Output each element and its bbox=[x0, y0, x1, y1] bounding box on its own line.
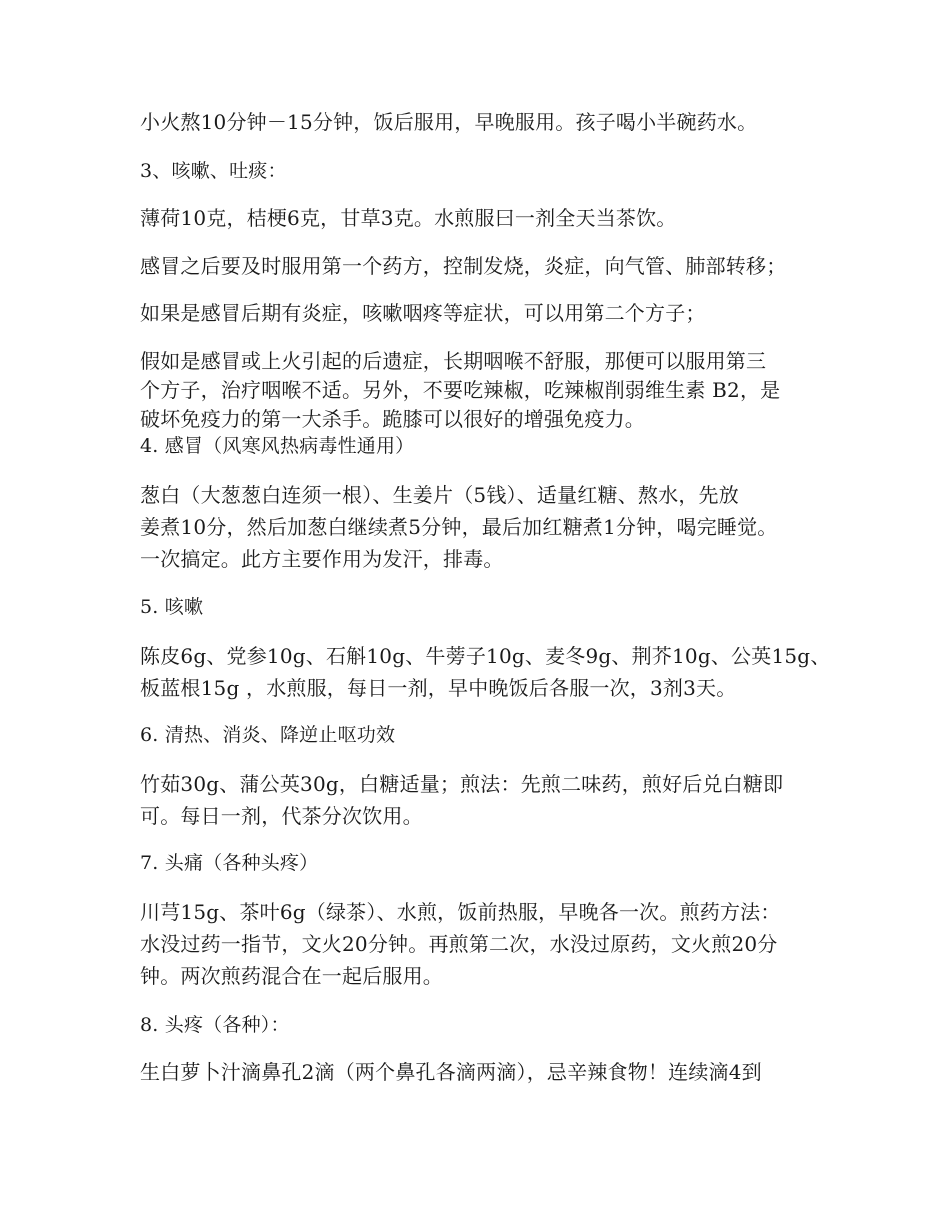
text-line: 竹茹30g、蒲公英30g，白糖适量；煎法：先煎二味药，煎好后兑白糖即 bbox=[140, 772, 784, 796]
text-line: 薄荷10克，桔梗6克，甘草3克。水煎服曰一剂全天当茶饮。 bbox=[140, 206, 677, 230]
section-heading: 4. 感冒（风寒风热病毒性通用） bbox=[140, 435, 415, 457]
section-heading: 8. 头疼（各种）： bbox=[140, 1014, 290, 1036]
text-line: 个方子，治疗咽喉不适。另外，不要吃辣椒，吃辣椒削弱维生素 B2，是 bbox=[140, 378, 781, 402]
text-line: 小火熬10分钟－15分钟，饭后服用，早晚服用。孩子喝小半碗药水。 bbox=[140, 110, 758, 134]
text-line: 如果是感冒后期有炎症，咳嗽咽疼等症状，可以用第二个方子； bbox=[140, 301, 706, 325]
text-line: 一次搞定。此方主要作用为发汗，排毒。 bbox=[140, 547, 504, 571]
section-heading: 3、咳嗽、吐痰： bbox=[140, 160, 287, 182]
text-line: 可。每日一剂，代茶分次饮用。 bbox=[140, 804, 423, 828]
text-line: 水没过药一指节，文火20分钟。再煎第二次，水没过原药，文火煎20分 bbox=[140, 932, 778, 956]
section-heading: 7. 头痛（各种头疼） bbox=[140, 852, 319, 874]
text-line: 葱白（大葱葱白连须一根）、生姜片（5钱）、适量红糖、熬水，先放 bbox=[140, 483, 739, 507]
text-line: 感冒之后要及时服用第一个药方，控制发烧，炎症，向气管、肺部转移； bbox=[140, 254, 787, 278]
text-line: 陈皮6g、党参10g、石斛10g、牛蒡子10g、麦冬9g、荆芥10g、公英15g、 bbox=[140, 644, 831, 668]
text-line: 板蓝根15g ，水煎服，每日一剂，早中晚饭后各服一次，3剂3天。 bbox=[140, 676, 737, 700]
text-line: 生白萝卜汁滴鼻孔2滴（两个鼻孔各滴两滴），忌辛辣食物！连续滴4到 bbox=[140, 1060, 762, 1084]
text-line: 假如是感冒或上火引起的后遗症，长期咽喉不舒服，那便可以服用第三 bbox=[140, 349, 767, 373]
text-line: 姜煮10分，然后加葱白继续煮5分钟，最后加红糖煮1分钟，喝完睡觉。 bbox=[140, 515, 778, 539]
section-heading: 5. 咳嗽 bbox=[140, 596, 204, 618]
section-heading: 6. 清热、消炎、降逆止呕功效 bbox=[140, 724, 396, 746]
text-line: 川芎15g、茶叶6g（绿茶）、水煎，饭前热服，早晚各一次。煎药方法： bbox=[140, 900, 781, 924]
text-line: 破坏免疫力的第一大杀手。跪膝可以很好的增强免疫力。 bbox=[140, 407, 645, 431]
text-line: 钟。两次煎药混合在一起后服用。 bbox=[140, 964, 443, 988]
